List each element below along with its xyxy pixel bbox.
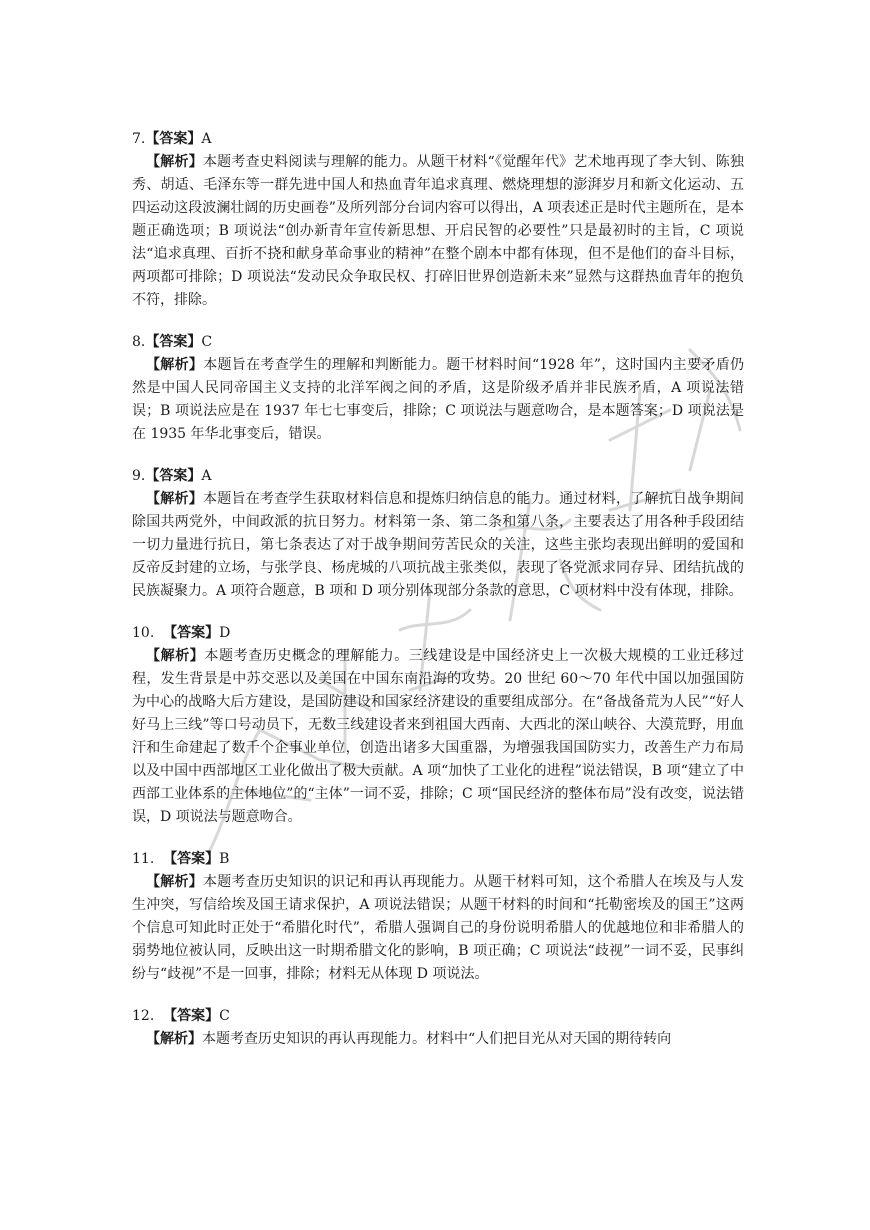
- answer-value: A: [201, 131, 212, 147]
- question-number: 9.: [132, 468, 146, 484]
- analysis-tag: 【解析】: [146, 874, 203, 890]
- analysis-text: 本题考查历史知识的识记和再认再现能力。从题干材料可知，这个希腊人在埃及与人发生冲突，写信给埃及国王请求保护，A 项说法错误；从题干材料的时间和“托勒密埃及的国王”这两个信息可知此时正处于“希腊化时代”，希腊人强调自己的身份说明希腊人的优越地位和非希腊人的弱势地位被认同，反映出这一时期希腊文化的影响，B 项正确；C 项说法“歧视”一词不妥，民事纠纷与“歧视”不是一回事，排除；材料无从体现 D 项说法。: [132, 874, 745, 982]
- analysis-text: 本题考查历史知识的再认再现能力。材料中“人们把目光从对天国的期待转向: [202, 1031, 672, 1047]
- analysis-tag: 【解析】: [146, 357, 204, 373]
- question-number: 7.: [132, 131, 146, 147]
- analysis-tag: 【解析】: [146, 648, 205, 664]
- question-item-8: [132, 331, 744, 446]
- question-number: 12.: [132, 1008, 155, 1024]
- analysis-text: 本题旨在考查学生获取材料信息和提炼归纳信息的能力。通过材料，了解抗日战争期间除国共两党外，中间政派的抗日努力。材料第一条、第二条和第八条，主要表达了用各种手段团结一切力量进行抗日，第七条表达了对于战争期间劳苦民众的关注，这些主张均表现出鲜明的爱国和反帝反封建的立场，与张学良、杨虎城的八项抗战主张类似，表现了各党派求同存异、团结抗战的民族凝聚力。A 项符合题意，B 项和 D 项分别体现部分条款的意思，C 项材料中没有体现，排除。: [132, 491, 745, 599]
- question-number: 10.: [132, 625, 155, 641]
- question-item-12: [132, 1005, 744, 1051]
- analysis-text: 本题考查史料阅读与理解的能力。从题干材料“《觉醒年代》艺术地再现了李大钊、陈独秀、胡适、毛泽东等一群先进中国人和热血青年追求真理、燃烧理想的澎湃岁月和新文化运动、五四运动这段波澜壮阔的历史画卷”及所列部分台词内容可以得出，A 项表述正是时代主题所在，是本题正确选项；B 项说法“创办新青年宣传新思想、开启民智的必要性”只是最初时的主旨，C 项说法“追求真理、百折不挠和献身革命事业的精神”在整个剧本中都有体现，但不是他们的奋斗目标，两项都可排除；D 项说法“发动民众争取民权、打碎旧世界创造新未来”显然与这群热血青年的抱负不符，排除。: [132, 154, 744, 308]
- answer-tag: 【答案】: [145, 334, 202, 350]
- answer-value: C: [219, 1008, 230, 1024]
- answer-tag: 【答案】: [145, 131, 202, 147]
- analysis-text: 本题考查历史概念的理解能力。三线建设是中国经济史上一次极大规模的工业迁移过程，发生背景是中苏交恶以及美国在中国东南沿海的攻势。20 世纪 60～70 年代中国以加强国防为中心的战略大后方建设，是国防建设和国家经济建设的重要组成部分。在“备战备荒为人民”“好人好马上三线”等口号动员下，无数三线建设者来到祖国大西南、大西北的深山峡谷、大漠荒野，用血汗和生命建起了数千个企事业单位，创造出诸多大国重器，为增强我国国防实力，改善生产力布局以及中国中西部地区工业化做出了极大贡献。A 项“加快了工业化的进程”说法错误，B 项“建立了中西部工业体系的主体地位”的“主体”一词不妥，排除；C 项“国民经济的整体布局”没有改变，说法错误，D 项说法与题意吻合。: [132, 648, 745, 825]
- answer-tag: 【答案】: [145, 468, 202, 484]
- analysis-paragraph: [132, 871, 744, 986]
- answer-key-content: [132, 128, 744, 1070]
- answer-tag: 【答案】: [163, 851, 220, 867]
- answer-value: B: [219, 851, 230, 867]
- question-number: 8.: [132, 334, 146, 350]
- answer-line: [132, 622, 744, 645]
- answer-tag: 【答案】: [163, 1008, 220, 1024]
- question-item-10: [132, 622, 744, 829]
- answer-line: [132, 331, 744, 354]
- analysis-text: 本题旨在考查学生的理解和判断能力。题干材料时间“1928 年”，这时国内主要矛盾仍然是中国人民同帝国主义支持的北洋军阀之间的矛盾，这是阶级矛盾并非民族矛盾，A 项说法错误；B 项说法应是在 1937 年七七事变后，排除；C 项说法与题意吻合，是本题答案；D 项说法是在 1935 年华北事变后，错误。: [132, 357, 744, 442]
- question-item-9: [132, 465, 744, 603]
- question-item-7: [132, 128, 744, 312]
- analysis-tag: 【解析】: [146, 154, 203, 170]
- answer-line: [132, 848, 744, 871]
- analysis-tag: 【解析】: [146, 491, 203, 507]
- answer-line: [132, 1005, 744, 1028]
- answer-value: D: [219, 625, 231, 641]
- answer-value: C: [201, 334, 213, 350]
- analysis-paragraph: [132, 1028, 744, 1051]
- answer-line: [132, 465, 744, 488]
- question-item-11: [132, 848, 744, 986]
- analysis-tag: 【解析】: [146, 1031, 202, 1047]
- analysis-paragraph: [132, 151, 744, 312]
- analysis-paragraph: [132, 354, 744, 446]
- answer-tag: 【答案】: [163, 625, 220, 641]
- analysis-paragraph: [132, 488, 744, 603]
- question-number: 11.: [132, 851, 155, 867]
- analysis-paragraph: [132, 645, 744, 829]
- answer-value: A: [201, 468, 212, 484]
- answer-line: [132, 128, 744, 151]
